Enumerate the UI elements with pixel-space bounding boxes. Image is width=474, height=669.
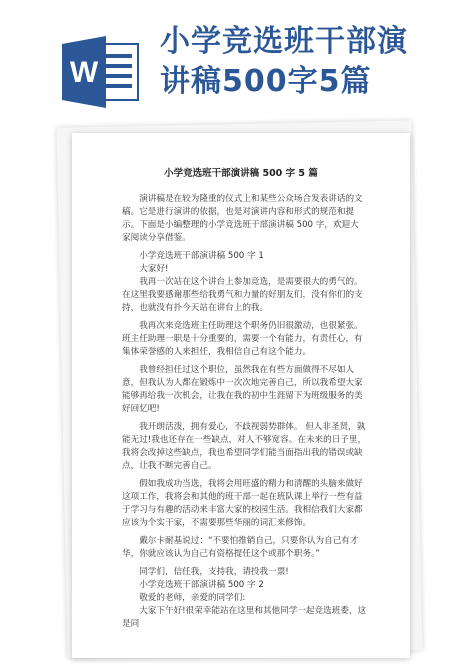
- paragraph: 同学们，信任我，支持我，请投我一票!: [139, 567, 289, 577]
- greeting: 敬爱的老师，亲爱的同学们:: [139, 593, 246, 603]
- paragraph: 我开朗活泼，拥有爱心，不歧视弱势群体。 但人非圣贤，孰能无过!我也还存在一些缺点，对人不够宽容。在未来的日子里，我将会改掉这些缺点，我也希望同学们能当面指出我的错误或缺点，让我不断完善自己。: [122, 422, 367, 471]
- paragraph: 演讲稿是在较为隆重的仪式上和某些公众场合发表讲话的文稿。它是进行演讲的依据，也是对演讲内容和形式的规范和提示。下面是小编整理的小学竞选班干部演讲稿 500 字，欢迎大家阅读分享借鉴。: [122, 194, 363, 243]
- word-icon-letter: W: [69, 56, 99, 89]
- paragraph: 假如我成功当选，我将会用旺盛的精力和清醒的头脑来做好这项工作，我将会和其他的班干部一起在班队课上举行一些有益于学习与有趣的活动来丰富大家的校园生活。我相信我们大家都应该为个实干家，不需要那些华丽的词汇来修饰。: [122, 479, 363, 528]
- paragraph: 我曾经担任过这个职位，虽然我在有些方面做得不尽如人意，但我认为人都在锻炼中一次次地完善自己，所以我希望大家能够再给我一次机会，让我在我的初中生涯留下为班级服务的美好回忆吧!: [122, 365, 363, 414]
- document-heading: [160, 22, 460, 102]
- section-heading: 小学竞选班干部演讲稿 500 字 1: [139, 251, 264, 261]
- greeting: 大家好!: [139, 264, 169, 274]
- section-heading: 小学竞选班干部演讲稿 500 字 2: [139, 580, 264, 590]
- heading-line-1: 小学竞选班干部演: [160, 24, 408, 59]
- paragraph: 我再一次站在这个讲台上参加竞选，是需要很大的勇气的。在这里我要感谢那些给我勇气和力量的好朋友们，没有你们的支持，也就没有扑今天站在讲台上的我。: [122, 277, 363, 313]
- heading-line-2: 讲稿500字5篇: [160, 64, 372, 99]
- quote-paragraph: 戴尔卡耐基说过：“不要怕推销自己，只要你认为自己有才华，你就应该认为自己有资格提任这个或那个职务。”: [122, 536, 359, 559]
- document-page: [72, 133, 410, 658]
- paragraph: 我再次来竞选班主任助理这个职务仍旧很激动，也很紧张。班主任助理一职是十分重要的，需要一个有能力，有责任心，有集体荣誉感的人来担任，我相信自己有这个能力。: [122, 321, 363, 357]
- word-document-icon: [62, 36, 140, 108]
- paragraph: 大家下午好!很荣幸能站在这里和其他同学一起竞选班委，这是同: [122, 606, 367, 629]
- document-body: [122, 193, 367, 631]
- document-title: 小学竞选班干部演讲稿 500 字 5 篇: [164, 168, 318, 179]
